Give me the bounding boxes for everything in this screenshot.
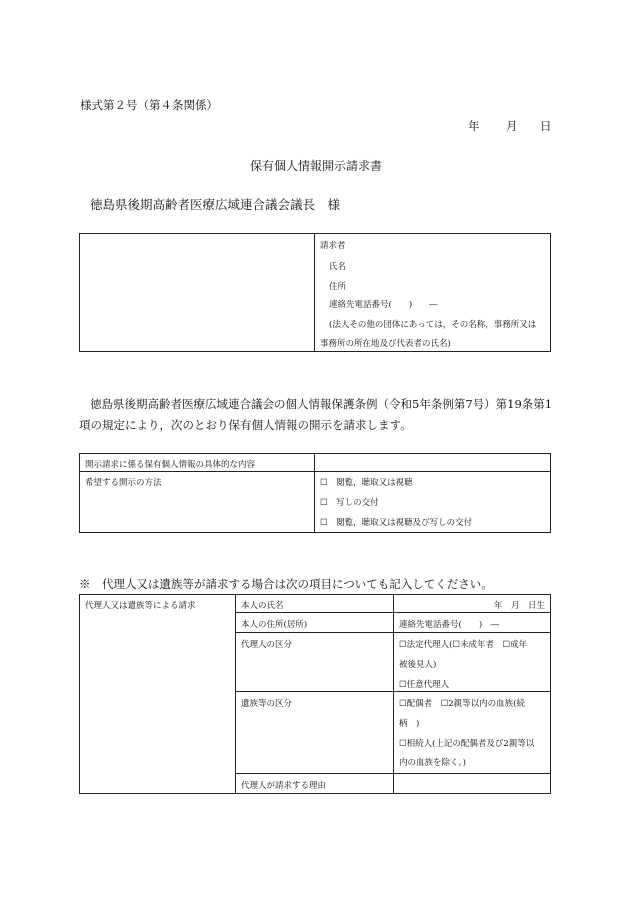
agent-phone-label: 連絡先電話番号( ) ― xyxy=(399,620,500,630)
agent-type-option-legal-cont: 被後見人) xyxy=(399,660,437,670)
reason-label: 代理人が請求する理由 xyxy=(241,781,327,791)
agent-table xyxy=(79,594,551,794)
heir-type-option-relation: 柄 ) xyxy=(399,719,420,729)
reason-input-cell[interactable] xyxy=(394,774,551,794)
principal-address-cell xyxy=(236,613,394,633)
agent-phone-cell[interactable] xyxy=(394,613,551,633)
reason-cell xyxy=(236,774,394,794)
date-month: 月 xyxy=(506,119,518,133)
method-options-cell xyxy=(315,472,551,533)
birth-date-label: 年 月 日生 xyxy=(493,601,545,611)
requester-name-label: 氏名 xyxy=(329,262,347,272)
heir-type-options-cell xyxy=(394,692,551,774)
method-option-both[interactable]: ☐ 閲覧，聴取又は視聴及び写しの交付 xyxy=(320,518,473,528)
heir-type-option-successor[interactable]: ☐相続人(上記の配偶者及び2親等以 xyxy=(399,739,535,749)
principal-address-label: 本人の住所(居所) xyxy=(241,620,308,630)
heir-type-cell xyxy=(236,692,394,774)
agent-type-options-cell xyxy=(394,633,551,692)
requester-label: 請求者 xyxy=(320,241,346,251)
agent-type-label: 代理人の区分 xyxy=(241,640,293,650)
requester-address-label: 住所 xyxy=(329,282,347,292)
heir-type-option-successor-cont: 内の血族を除く。) xyxy=(399,758,466,768)
request-table xyxy=(79,453,551,533)
agent-type-option-legal[interactable]: ☐法定代理人(☐未成年者 ☐成年 xyxy=(399,640,528,650)
requester-phone-label: 連絡先電話番号( ) ― xyxy=(329,300,438,310)
heir-type-option-spouse[interactable]: ☐配偶者 ☐2親等以内の血族(続 xyxy=(399,699,525,709)
method-label-cell xyxy=(80,472,315,533)
date-day: 日 xyxy=(540,119,552,133)
body-text-line-1: 徳島県後期高齢者医療広域連合議会の個人情報保護条例（令和5年条例第7号）第19条第1 xyxy=(90,397,553,411)
content-input-cell[interactable] xyxy=(315,454,551,472)
agent-notice: ※ 代理人又は遺族等が請求する場合は次の項目についても記入してください。 xyxy=(79,577,493,591)
birth-date-cell[interactable] xyxy=(394,595,551,613)
requester-info-cell xyxy=(315,234,551,352)
requester-blank-cell xyxy=(80,234,315,352)
content-label: 開示請求に係る保有個人情報の具体的な内容 xyxy=(85,460,256,470)
principal-name-cell xyxy=(236,595,394,613)
content-label-cell xyxy=(80,454,315,472)
form-number: 様式第２号（第４条関係） xyxy=(80,98,218,112)
requester-corp-note-2: 事務所の所在地及び代表者の氏名) xyxy=(320,339,451,349)
requester-corp-note-1: (法人その他の団体にあっては，その名称，事務所又は xyxy=(329,320,537,330)
agent-side-label: 代理人又は遺族等による請求 xyxy=(85,601,196,611)
heir-type-label: 遺族等の区分 xyxy=(241,699,293,709)
method-option-copy[interactable]: ☐ 写しの交付 xyxy=(320,498,379,508)
body-text-line-2: 項の規定により，次のとおり保有個人情報の開示を請求します。 xyxy=(79,418,412,432)
method-label: 希望する開示の方法 xyxy=(85,478,162,488)
agent-type-cell xyxy=(236,633,394,692)
method-option-view[interactable]: ☐ 閲覧，聴取又は視聴 xyxy=(320,478,413,488)
agent-type-option-voluntary[interactable]: ☐任意代理人 xyxy=(399,680,450,690)
page-title: 保有個人情報開示請求書 xyxy=(250,159,383,173)
date-year: 年 xyxy=(468,119,480,133)
agent-side-cell xyxy=(80,595,236,794)
addressee: 徳島県後期高齢者医療広域連合議会議長 様 xyxy=(90,197,341,212)
principal-name-label: 本人の氏名 xyxy=(241,601,284,611)
requester-table xyxy=(79,233,551,352)
